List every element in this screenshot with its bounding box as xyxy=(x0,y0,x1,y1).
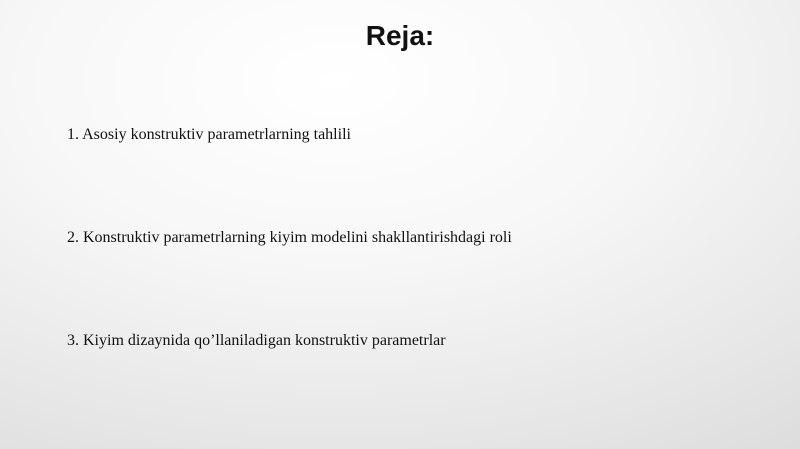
slide-title: Reja: xyxy=(365,20,435,51)
plan-item-1: 1. Asosiy konstruktiv parametrlarning tahlili xyxy=(67,126,351,143)
plan-item-2: 2. Konstruktiv parametrlarning kiyim modelini shakllantirishdagi roli xyxy=(67,229,512,246)
plan-item-3: 3. Kiyim dizaynida qo’llaniladigan konstruktiv parametrlar xyxy=(67,332,446,349)
